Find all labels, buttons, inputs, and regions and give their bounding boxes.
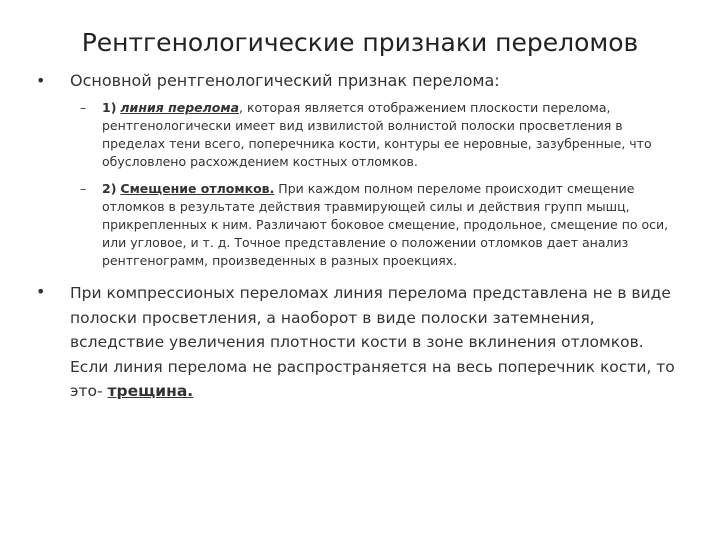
bullet-text: Основной рентгенологический признак перелома: bbox=[70, 71, 500, 90]
sub-item-term: Смещение отломков. bbox=[120, 181, 275, 196]
sub-item-text bbox=[102, 180, 670, 270]
bullet-marker: • bbox=[36, 282, 46, 301]
bullet-marker: • bbox=[36, 71, 46, 90]
sub-item-rest: , которая является отображением плоскости перелома, рентгенологически имеет вид извилистой волнистой полоски просветления в пределах тени всего, поперечника кости, контуры ее неровные, зазубренные, что обусловлено расхождением костных отломков. bbox=[102, 100, 652, 169]
sub-item-displacement bbox=[80, 180, 670, 270]
bullet-main-sign bbox=[36, 70, 676, 92]
sub-item-marker: – bbox=[80, 181, 87, 196]
bullet-term-crack: трещина. bbox=[107, 382, 194, 400]
slide-title: Рентгенологические признаки переломов bbox=[81, 28, 639, 57]
sub-item-rest: При каждом полном переломе происходит смещение отломков в результате действия травмирующей силы и действия групп мышц, прикрепленных к ним. Различают боковое смещение, продольное, смещение по оси, или угловое, и т. д. Точное представление о положении отломков дает анализ рентгенограмм, произведенных в разных проекциях. bbox=[102, 181, 669, 268]
bullet-body: При компрессионых переломах линия перелома представлена не в виде полоски просветления, а наоборот в виде полоски затемнения, вследствие увеличения плотности кости в зоне вклинения отломков. Если линия перелома не распространяется на весь поперечник кости, то это- bbox=[70, 284, 675, 400]
sub-item-number: 1) bbox=[102, 100, 117, 115]
bullet-compression-fractures bbox=[36, 281, 676, 404]
sub-item-number: 2) bbox=[102, 181, 117, 196]
bullet-text bbox=[70, 281, 676, 404]
sub-item-term: линия перелома bbox=[120, 100, 240, 115]
sub-item-text bbox=[102, 99, 670, 171]
sub-item-fracture-line bbox=[80, 99, 670, 171]
sub-item-marker: – bbox=[80, 100, 87, 115]
